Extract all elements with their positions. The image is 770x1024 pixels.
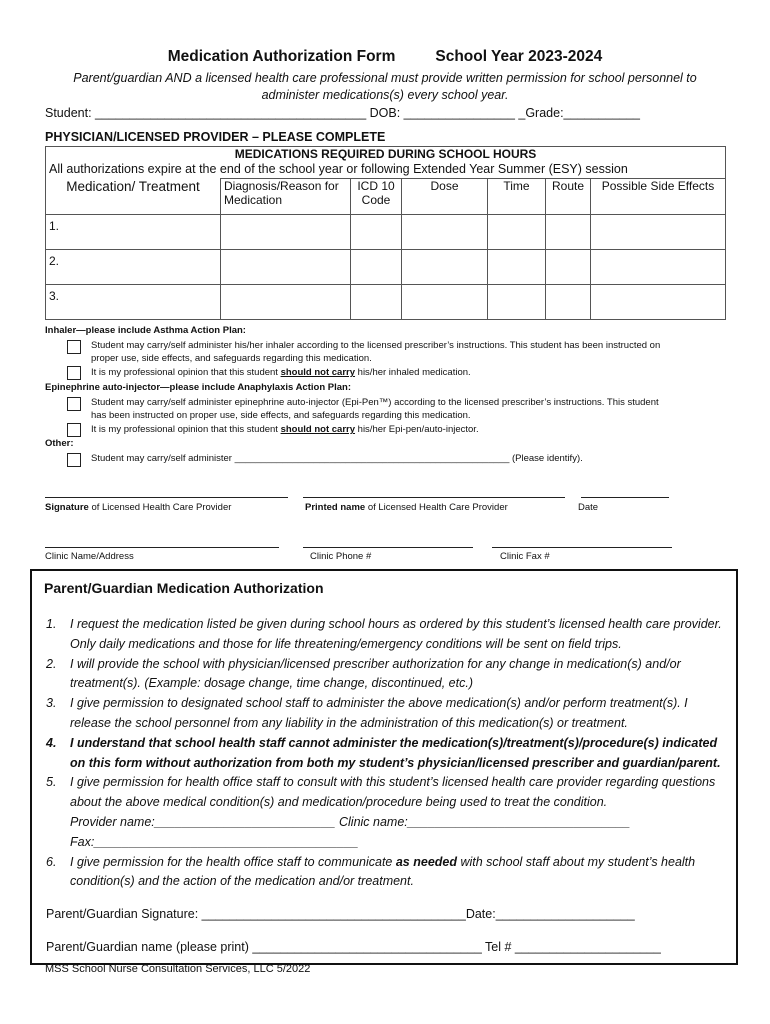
table-cell[interactable]	[351, 285, 402, 320]
school-year: School Year 2023-2024	[435, 48, 603, 65]
epi-no-carry-checkbox[interactable]	[67, 423, 81, 437]
table-cell[interactable]	[221, 285, 351, 320]
provider-heading: PHYSICIAN/LICENSED PROVIDER – PLEASE COMPLETE	[45, 130, 386, 144]
list-item: 4. I understand that school health staff cannot administer the medication(s)/treatment(s)/procedure(s) indicated on this form without authorization from both my student’s physician/licensed prescriber and guardian/parent.	[46, 735, 721, 770]
parent-list	[46, 615, 726, 892]
inhaler-carry-checkbox[interactable]	[67, 340, 81, 354]
table-cell[interactable]	[221, 250, 351, 285]
table-cell[interactable]	[591, 285, 726, 320]
table-cell[interactable]	[488, 215, 546, 250]
list-item: 2. I will provide the school with physician/licensed prescriber authorization for any change in medication(s) and/or treatment(s). (Example: dosage change, time change, discontinued, etc.)	[46, 656, 681, 691]
table-cell[interactable]	[546, 215, 591, 250]
clinic-fax-line[interactable]	[492, 547, 672, 548]
other-carry-checkbox[interactable]	[67, 453, 81, 467]
table-cell[interactable]	[402, 285, 488, 320]
list-item: 5. I give permission for health office staff to consult with this student’s licensed health care provider regarding questions about the above medical condition(s) and medication/procedure being used to treat the condition.	[46, 775, 716, 810]
table-cell[interactable]	[591, 250, 726, 285]
date-line[interactable]	[581, 497, 669, 498]
title-text: Medication Authorization Form	[167, 48, 396, 65]
clinic-phone-label: Clinic Phone #	[310, 551, 372, 562]
epi-carry-text: Student may carry/self administer epinephrine auto-injector (Epi-Pen™) according to the licensed prescriber’s instructions. This student	[91, 397, 659, 408]
epi-no-carry-text: It is my professional opinion that this student should not carry his/her Epi-pen/auto-injector.	[91, 424, 479, 435]
col-route: Route	[546, 179, 591, 215]
clinic-name-label: Clinic Name/Address	[45, 551, 134, 562]
footer: MSS School Nurse Consultation Services, LLC 5/2022	[45, 963, 311, 975]
col-time: Time	[488, 179, 546, 215]
other-heading: Other:	[45, 438, 74, 449]
parent-heading: Parent/Guardian Medication Authorization	[44, 580, 324, 596]
table-cell[interactable]	[402, 215, 488, 250]
clinic-phone-line[interactable]	[303, 547, 473, 548]
row-1-label[interactable]: 1.	[46, 215, 221, 250]
student-line[interactable]: Student: _______________________________________ DOB: ________________ _Grade:___________	[45, 106, 641, 120]
printed-name-label: Printed name of Licensed Health Care Provider	[305, 502, 508, 513]
other-carry-text: Student may carry/self administer ____________________________________________________ (Please identify).	[91, 453, 583, 464]
table-cell[interactable]	[546, 285, 591, 320]
epi-heading: Epinephrine auto-injector—please include Anaphylaxis Action Plan:	[45, 382, 351, 393]
epi-carry-checkbox[interactable]	[67, 397, 81, 411]
form-subtitle: Parent/guardian AND a licensed health care professional must provide written permission for school personnel to administer medications(s) every school year.	[73, 71, 697, 102]
provider-signature-line[interactable]	[45, 497, 288, 498]
clinic-name-line[interactable]	[45, 547, 279, 548]
printed-name-line[interactable]	[303, 497, 565, 498]
medications-table	[45, 146, 726, 320]
table-title: MEDICATIONS REQUIRED DURING SCHOOL HOURS	[46, 147, 726, 163]
table-cell[interactable]	[351, 215, 402, 250]
col-side-effects: Possible Side Effects	[591, 179, 726, 215]
table-cell[interactable]	[591, 215, 726, 250]
signature-label: Signature of Licensed Health Care Provider	[45, 502, 232, 513]
inhaler-no-carry-text: It is my professional opinion that this student should not carry his/her inhaled medication.	[91, 367, 471, 378]
list-item: 1. I request the medication listed be given during school hours as ordered by this student’s licensed health care provider. Only daily medications and those for life threatening/emergency conditions will be sent on field trips.	[46, 617, 722, 651]
parent-authorization-box	[30, 569, 738, 965]
parent-signature-line[interactable]: Parent/Guardian Signature: ______________________________________Date:____________________	[46, 907, 635, 921]
table-cell[interactable]	[488, 285, 546, 320]
table-note: All authorizations expire at the end of the school year or following Extended Year Summer (ESY) session	[46, 162, 726, 179]
col-dose: Dose	[402, 179, 488, 215]
fax-line[interactable]: Fax:______________________________________	[70, 834, 359, 849]
col-icd: ICD 10 Code	[351, 179, 402, 215]
table-cell[interactable]	[221, 215, 351, 250]
table-cell[interactable]	[546, 250, 591, 285]
date-label: Date	[578, 502, 599, 513]
row-2-label[interactable]: 2.	[46, 250, 221, 285]
clinic-fax-label: Clinic Fax #	[500, 551, 550, 562]
list-item: 3. I give permission to designated school staff to administer the above medication(s) and/or perform treatment(s). I release the school personnel from any liability in the administration of this medication(s) or treatment.	[46, 696, 688, 730]
parent-name-line[interactable]: Parent/Guardian name (please print) _________________________________ Tel # _____________________	[46, 940, 661, 954]
col-medication: Medication/ Treatment	[46, 179, 221, 215]
list-item: 6. I give permission for the health office staff to communicate as needed with school staff about my student’s health condition(s) and the action of the medication and/or treatment.	[46, 854, 696, 889]
provider-clinic-line[interactable]: Provider name:__________________________ Clinic name:________________________________	[70, 814, 631, 829]
inhaler-no-carry-checkbox[interactable]	[67, 366, 81, 380]
inhaler-carry-text: Student may carry/self administer his/her inhaler according to the licensed prescriber’s instructions. This student has been instructed on	[91, 340, 661, 351]
inhaler-heading: Inhaler—please include Asthma Action Plan:	[45, 325, 246, 336]
table-cell[interactable]	[351, 250, 402, 285]
inhaler-carry-text-2: proper use, side effects, and safeguards regarding this medication.	[91, 353, 372, 364]
table-cell[interactable]	[488, 250, 546, 285]
col-diagnosis: Diagnosis/Reason for Medication	[221, 179, 351, 215]
epi-carry-text-2: has been instructed on proper use, side effects, and safeguards regarding this medication.	[91, 410, 471, 421]
row-3-label[interactable]: 3.	[46, 285, 221, 320]
table-cell[interactable]	[402, 250, 488, 285]
form-title	[0, 48, 770, 66]
